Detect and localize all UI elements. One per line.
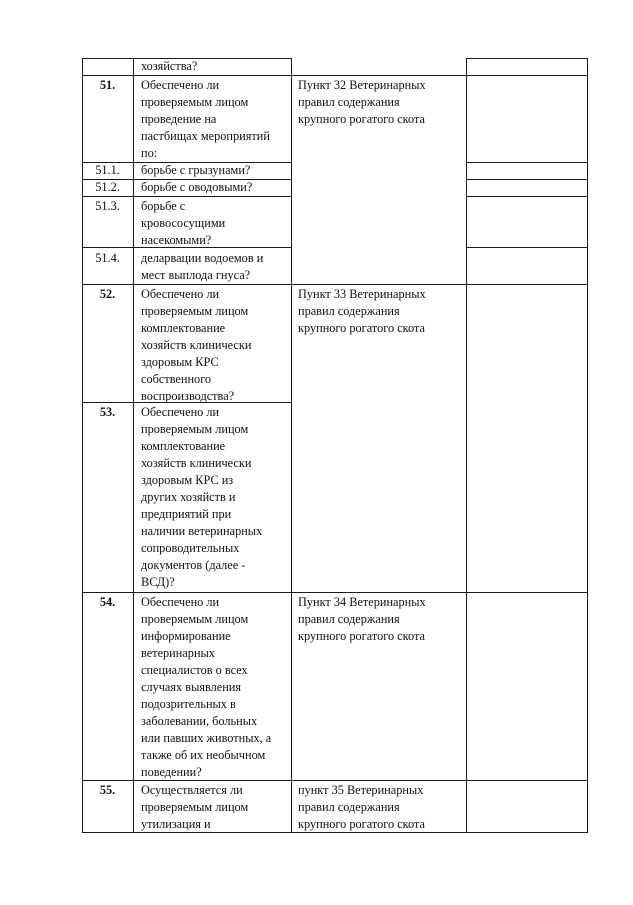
col-border-question [291,58,292,833]
row-border [291,780,466,781]
row-border [466,247,587,248]
row-border [82,75,291,76]
col-border-right [587,58,588,833]
question-text: хозяйства? [141,59,198,73]
question-text: Обеспечено ли проверяемым лицом проведение на пастбищах мероприятий по: [141,78,270,160]
item-number: 54. [99,595,116,609]
row-border [466,196,587,197]
col-border-num [133,58,134,833]
row-border [291,284,466,285]
row-border [291,592,466,593]
row-border [466,592,587,593]
question-text: борьбе с грызунами? [141,163,251,177]
row-border [82,284,291,285]
question-text: Обеспечено ли проверяемым лицом комплектование хозяйств клинически здоровым КРС собственного воспроизводства? [141,287,252,403]
question-text: Осуществляется ли проверяемым лицом утилизация и [141,783,249,831]
table-bottom-border-right [466,832,587,833]
item-number: 55. [99,783,116,797]
question-text: Обеспечено ли проверяемым лицом комплектование хозяйств клинически здоровым КРС из других хозяйств и предприятий при наличии ветеринарных сопроводительных документов (далее - ВСД)? [141,405,263,589]
item-number: 51. [99,78,116,92]
row-border [291,75,466,76]
legal-basis-text: пункт 35 Ветеринарных правил содержания крупного рогатого скота [298,783,425,831]
item-number: 51.4. [95,251,120,265]
question-text: Обеспечено ли проверяемым лицом информирование ветеринарных специалистов о всех случаях выявления подозрительных в заболевании, больных или павших животных, а также об их необычном поведении? [141,595,272,779]
row-border [466,162,587,163]
row-border [82,592,291,593]
question-text: деларвации водоемов и мест выплода гнуса? [141,251,264,282]
row-border [466,284,587,285]
row-border [466,75,587,76]
item-number: 51.1. [95,163,120,177]
table-top-border-right [466,58,587,59]
item-number: 51.2. [95,180,120,194]
row-border [466,780,587,781]
col-border-basis [466,58,467,833]
row-border [82,196,291,197]
row-border [466,179,587,180]
legal-basis-text: Пункт 32 Ветеринарных правил содержания крупного рогатого скота [298,78,426,126]
item-number: 51.3. [95,199,120,213]
question-text: борьбе с оводовыми? [141,180,253,194]
item-number: 52. [99,287,116,301]
legal-basis-text: Пункт 34 Ветеринарных правил содержания крупного рогатого скота [298,595,426,643]
legal-basis-text: Пункт 33 Ветеринарных правил содержания крупного рогатого скота [298,287,426,335]
question-text: борьбе с кровососущими насекомыми? [141,199,226,247]
item-number: 53. [99,405,116,419]
